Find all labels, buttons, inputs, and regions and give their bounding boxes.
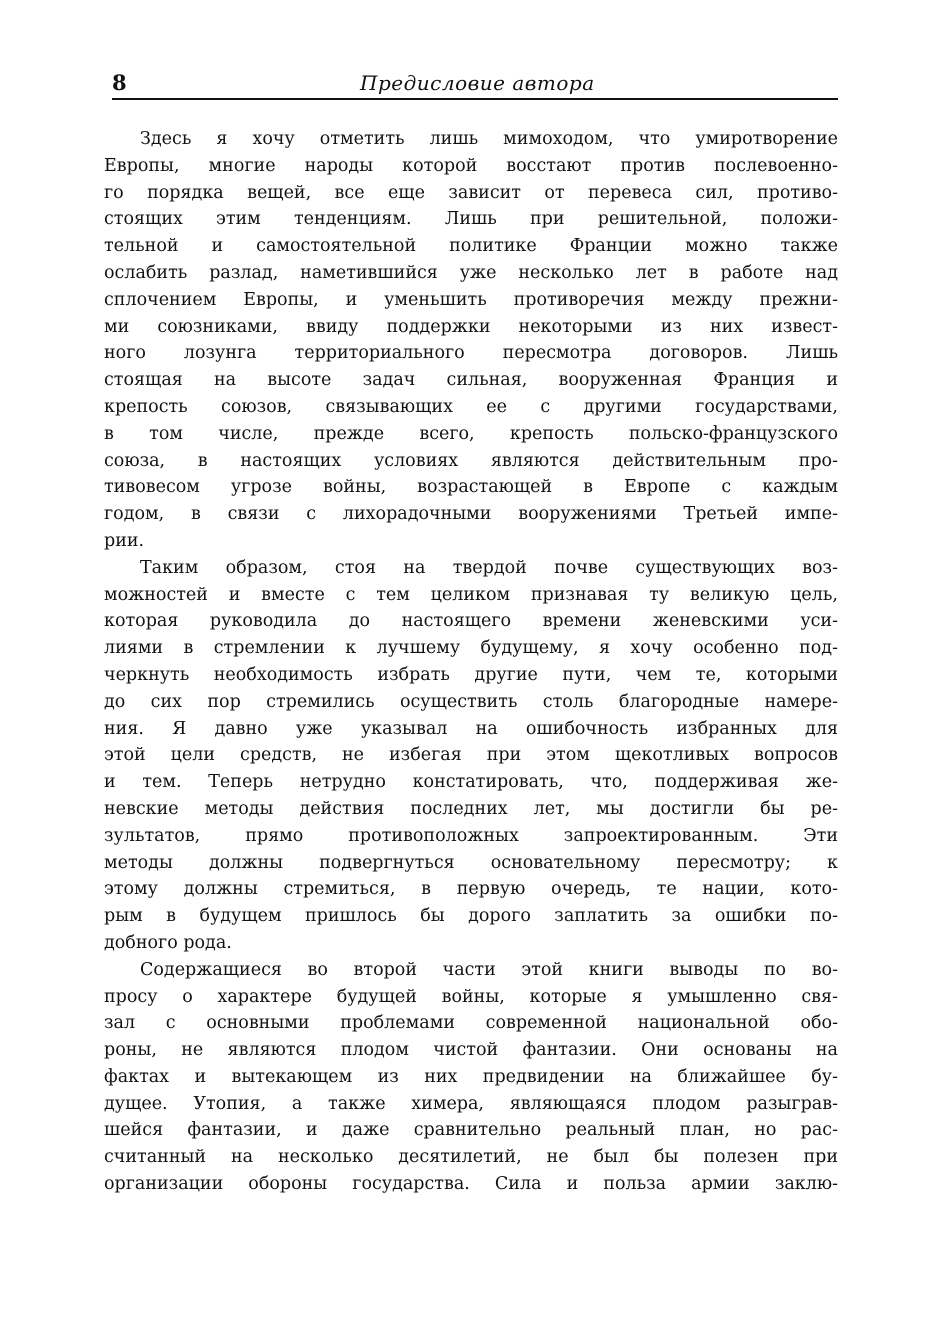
page-number: 8	[112, 70, 127, 95]
text-line: можностей и вместе с тем целиком признавая ту великую цель,	[104, 584, 838, 605]
paragraph	[104, 555, 838, 957]
body-text	[104, 126, 838, 1198]
text-line: зультатов, прямо противоположных запроектированным. Эти	[104, 825, 838, 846]
text-line: фактах и вытекающем из них предвидении на ближайшее бу-	[104, 1066, 838, 1087]
text-line: методы должны подвергнуться основательному пересмотру; к	[104, 852, 838, 873]
text-line: организации обороны государства. Сила и польза армии заклю-	[104, 1174, 838, 1195]
text-line: черкнуть необходимость избрать другие пути, чем те, которыми	[104, 664, 838, 685]
text-line: ми союзниками, ввиду поддержки некоторыми из них извест-	[104, 316, 838, 337]
text-line: просу о характере будущей войны, которые я умышленно свя-	[104, 986, 838, 1007]
text-line: годом, в связи с лихорадочными вооружениями Третьей импе-	[104, 504, 838, 525]
text-line: крепость союзов, связывающих ее с другими государствами,	[104, 396, 838, 417]
text-line: добного рода.	[104, 932, 232, 953]
text-line: тивовесом угрозе войны, возрастающей в Европе с каждым	[104, 477, 838, 498]
text-line: до сих пор стремились осуществить столь благородные намере-	[104, 691, 838, 712]
text-line: Европы, многие народы которой восстают против послевоенно-	[104, 155, 838, 176]
text-line: роны, не являются плодом чистой фантазии. Они основаны на	[104, 1040, 838, 1061]
text-line: дущее. Утопия, а также химера, являющаяся плодом разыграв-	[104, 1093, 838, 1114]
text-line: которая руководила до настоящего времени женевскими уси-	[104, 611, 838, 632]
text-line: шейся фантазии, и даже сравнительно реальный план, но рас-	[104, 1120, 838, 1141]
text-line: этой цели средств, не избегая при этом щекотливых вопросов	[104, 745, 838, 766]
text-line: в том числе, прежде всего, крепость польско-французского	[104, 423, 838, 444]
text-line: сплочением Европы, и уменьшить противоречия между прежни-	[104, 289, 838, 310]
section-title: Предисловие автора	[360, 71, 595, 95]
text-line: и тем. Теперь нетрудно констатировать, что, поддерживая же-	[104, 772, 838, 793]
text-line: считанный на несколько десятилетий, не был бы полезен при	[104, 1147, 838, 1168]
text-line: зал с основными проблемами современной национальной обо-	[104, 1013, 838, 1034]
text-line: рым в будущем пришлось бы дорого заплатить за ошибки по-	[104, 906, 838, 927]
text-line: ослабить разлад, наметившийся уже несколько лет в работе над	[104, 262, 838, 283]
text-line: стоящих этим тенденциям. Лишь при решительной, положи-	[104, 209, 838, 230]
text-line: союза, в настоящих условиях являются действительным про-	[104, 450, 838, 471]
running-head	[112, 70, 838, 100]
text-line: ного лозунга территориального пересмотра договоров. Лишь	[104, 343, 838, 364]
text-line: го порядка вещей, все еще зависит от перевеса сил, противо-	[104, 182, 838, 203]
text-line: невские методы действия последних лет, мы достигли бы ре-	[104, 798, 838, 819]
text-line: Содержащиеся во второй части этой книги выводы по во-	[140, 959, 838, 980]
text-line: стоящая на высоте задач сильная, вооруженная Франция и	[104, 370, 838, 391]
text-line: рии.	[104, 530, 145, 551]
text-line: ния. Я давно уже указывал на ошибочность избранных для	[104, 718, 838, 739]
text-line: лиями в стремлении к лучшему будущему, я хочу особенно под-	[104, 638, 838, 659]
text-line: тельной и самостоятельной политике Франции можно также	[104, 236, 838, 257]
paragraph	[104, 126, 838, 555]
paragraph	[104, 957, 838, 1198]
text-line: Таким образом, стоя на твердой почве существующих воз-	[140, 557, 838, 578]
text-line: этому должны стремиться, в первую очередь, те нации, кото-	[104, 879, 838, 900]
text-line: Здесь я хочу отметить лишь мимоходом, что умиротворение	[140, 129, 838, 149]
